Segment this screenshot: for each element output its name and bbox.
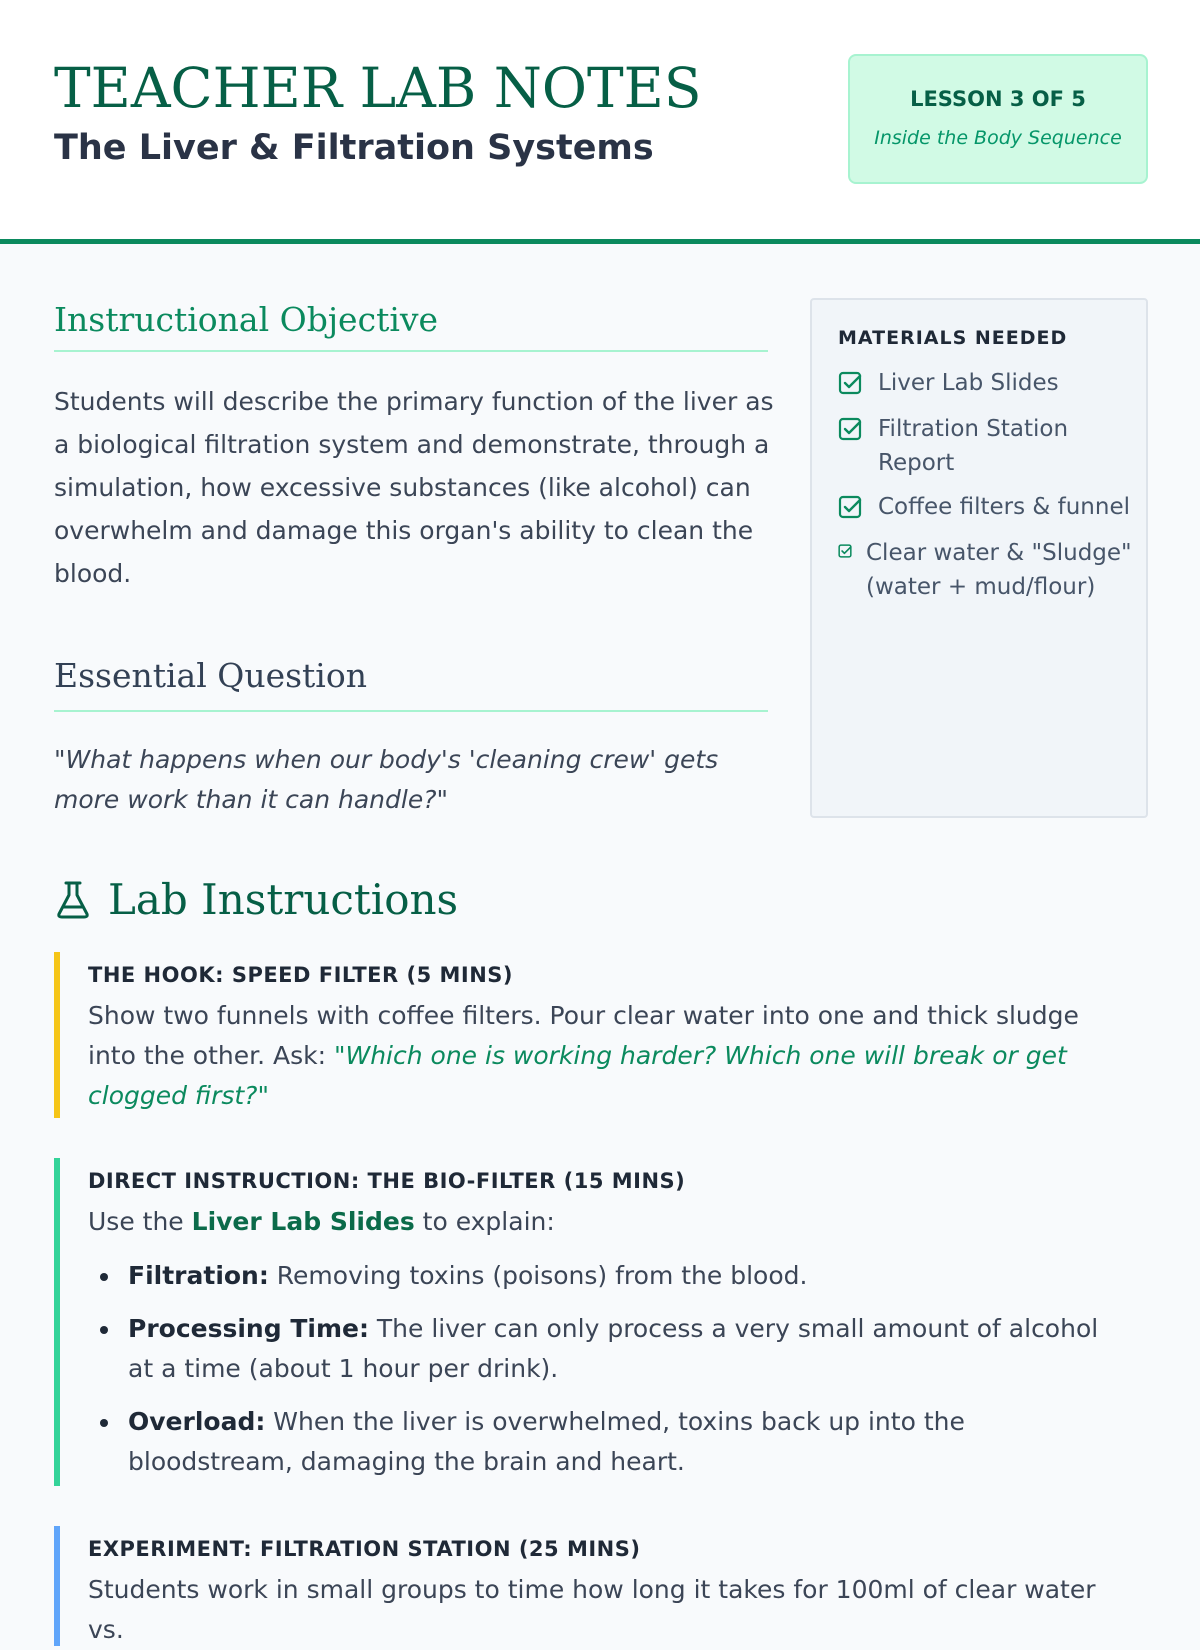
question-heading: Essential Question [54,654,768,712]
material-label: Filtration Station Report [878,416,1069,476]
material-item [838,490,1138,524]
question-text: "What happens when our body's 'cleaning crew' gets more work than it can handle?" [54,745,719,814]
bullet-list [88,1256,1128,1495]
step-direct-instruction [54,1158,1148,1486]
checkbox-icon [838,495,862,519]
step-title: THE HOOK: SPEED FILTER (5 MINS) [88,963,514,987]
step-experiment [54,1526,1148,1646]
list-item [88,1402,1128,1482]
bullet-term: Overload: [128,1407,266,1436]
intro-before: Use the [88,1207,192,1236]
lesson-number: LESSON 3 OF 5 [910,87,1086,111]
bullet-text: When the liver is overwhelmed, toxins back up into the bloodstream, damaging the brain and heart. [128,1407,965,1476]
flask-icon [54,880,92,920]
checkbox-icon [838,417,862,441]
list-item [88,1256,1128,1296]
checkbox-icon [838,371,862,395]
material-label: Clear water & "Sludge" (water + mud/flour) [866,540,1132,600]
bullet-text: The liver can only process a very small amount of alcohol at a time (about 1 hour per drink). [128,1314,1099,1383]
objective-text: Students will describe the primary function of the liver as a biological filtration system and demonstrate, through a simulation, how excessive substances (like alcohol) can overwhelm and damage this organ's ability to clean the blood. [54,387,774,588]
material-label: Coffee filters & funnel [878,494,1131,520]
step-body: Students work in small groups to time how long it takes for 100ml of clear water vs. [88,1575,1096,1644]
step-text: Show two funnels with coffee filters. Pour clear water into one and thick sludge into the other. Ask: [88,1001,1079,1070]
material-item [838,366,1138,400]
hook-quote: "Which one is working harder? Which one will break or get clogged first?" [88,1041,1067,1110]
step-title: DIRECT INSTRUCTION: THE BIO-FILTER (15 MINS) [88,1169,686,1193]
step-body [88,996,1128,1116]
page-header [0,0,1200,244]
bullet-term: Filtration: [128,1261,269,1290]
bullet-text: Removing toxins (poisons) from the blood. [268,1261,808,1290]
material-label: Liver Lab Slides [878,370,1059,396]
materials-panel [810,298,1148,818]
materials-title: MATERIALS NEEDED [838,327,1068,349]
objective-heading: Instructional Objective [54,298,768,352]
material-item [838,536,1138,604]
step-body [88,1202,1128,1242]
checkbox-icon [838,544,852,558]
material-item [838,412,1138,480]
lesson-sequence: Inside the Body Sequence [874,127,1122,149]
step-title: EXPERIMENT: FILTRATION STATION (25 MINS) [88,1537,641,1561]
lab-title: Lab Instructions [108,875,459,924]
step-hook [54,952,1148,1118]
lesson-badge [848,54,1148,184]
intro-after: to explain: [414,1207,555,1236]
bullet-term: Processing Time: [128,1314,369,1343]
page-title: TEACHER LAB NOTES [54,56,702,120]
page-subtitle: The Liver & Filtration Systems [54,128,654,168]
slides-highlight: Liver Lab Slides [191,1207,415,1236]
list-item [88,1309,1128,1389]
